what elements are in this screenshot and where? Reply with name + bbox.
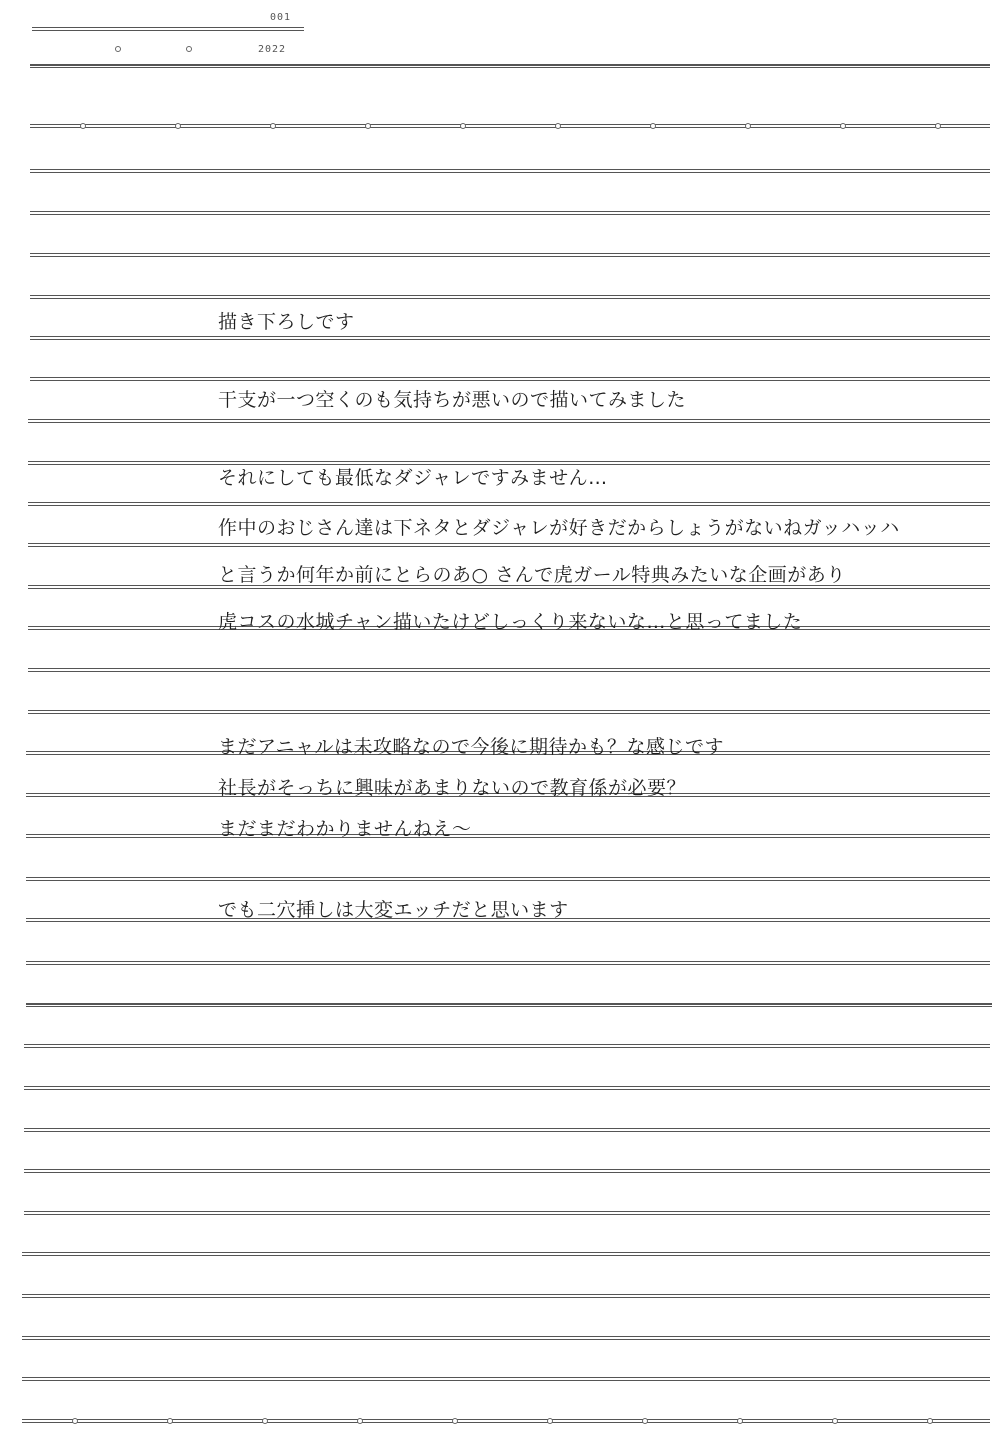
ruled-line (24, 1086, 990, 1090)
ruled-line (24, 1044, 990, 1048)
line-dot (270, 123, 276, 129)
ruled-line (28, 543, 990, 547)
line-dot (840, 123, 846, 129)
ruled-line (26, 1003, 992, 1007)
note-line-3: それにしても最低なダジャレですみません… (218, 467, 608, 489)
ruled-line (24, 1169, 990, 1173)
line-dot (555, 123, 561, 129)
line-dot (737, 1418, 743, 1424)
header-dot (186, 46, 192, 52)
line-dot (72, 1418, 78, 1424)
ruled-line (30, 211, 990, 215)
line-dot (452, 1418, 458, 1424)
line-dot (357, 1418, 363, 1424)
note-line-1: 描き下ろしです (218, 311, 355, 333)
note-line-5: と言うか何年か前にとらのあ○ さんで虎ガール特典みたいな企画があり (218, 564, 846, 586)
note-line-7: まだアニャルは未攻略なので今後に期待かも？な感じです (218, 736, 725, 758)
header-rule (32, 27, 304, 31)
line-dot (832, 1418, 838, 1424)
line-dot (262, 1418, 268, 1424)
ruled-line (30, 336, 990, 340)
line-dot (80, 123, 86, 129)
ruled-line (26, 834, 990, 838)
line-dot (650, 123, 656, 129)
ruled-line (24, 1211, 990, 1215)
note-line-2: 干支が一つ空くのも気持ちが悪いので描いてみました (218, 389, 687, 411)
ruled-line (28, 419, 990, 423)
line-dot (167, 1418, 173, 1424)
line-dot (460, 123, 466, 129)
page-number: 001 (270, 12, 292, 23)
header-dot (115, 46, 121, 52)
note-line-8: 社長がそっちに興味があまりないので教育係が必要？ (218, 777, 687, 799)
ruled-line (24, 1128, 990, 1132)
line-dot (642, 1418, 648, 1424)
ruled-line (28, 668, 990, 672)
ruled-line (30, 64, 990, 68)
date-field: 2022 (258, 44, 287, 55)
ruled-line (22, 1377, 990, 1381)
ruled-line (22, 1252, 990, 1256)
line-dot (547, 1418, 553, 1424)
note-line-10: でも二穴挿しは大変エッチだと思います (218, 899, 569, 921)
ruled-line (26, 877, 990, 881)
line-dot (365, 123, 371, 129)
ruled-line (22, 1336, 990, 1340)
ruled-line (30, 253, 990, 257)
note-line-6: 虎コスの水城チャン描いたけどしっくり来ないな…と思ってました (218, 611, 803, 633)
ruled-line (28, 502, 990, 506)
ruled-line (30, 295, 990, 299)
line-dot (175, 123, 181, 129)
line-dot (745, 123, 751, 129)
ruled-line (28, 710, 990, 714)
ruled-line (30, 169, 990, 173)
ruled-line (30, 377, 990, 381)
line-dot (927, 1418, 933, 1424)
ruled-line (30, 124, 990, 128)
ruled-line (28, 461, 990, 465)
ruled-line (26, 961, 990, 965)
line-dot (935, 123, 941, 129)
note-line-9: まだまだわかりませんねえ～ (218, 818, 472, 840)
ruled-line (22, 1294, 990, 1298)
note-line-4: 作中のおじさん達は下ネタとダジャレが好きだからしょうがないねガッハッハ (218, 517, 900, 539)
